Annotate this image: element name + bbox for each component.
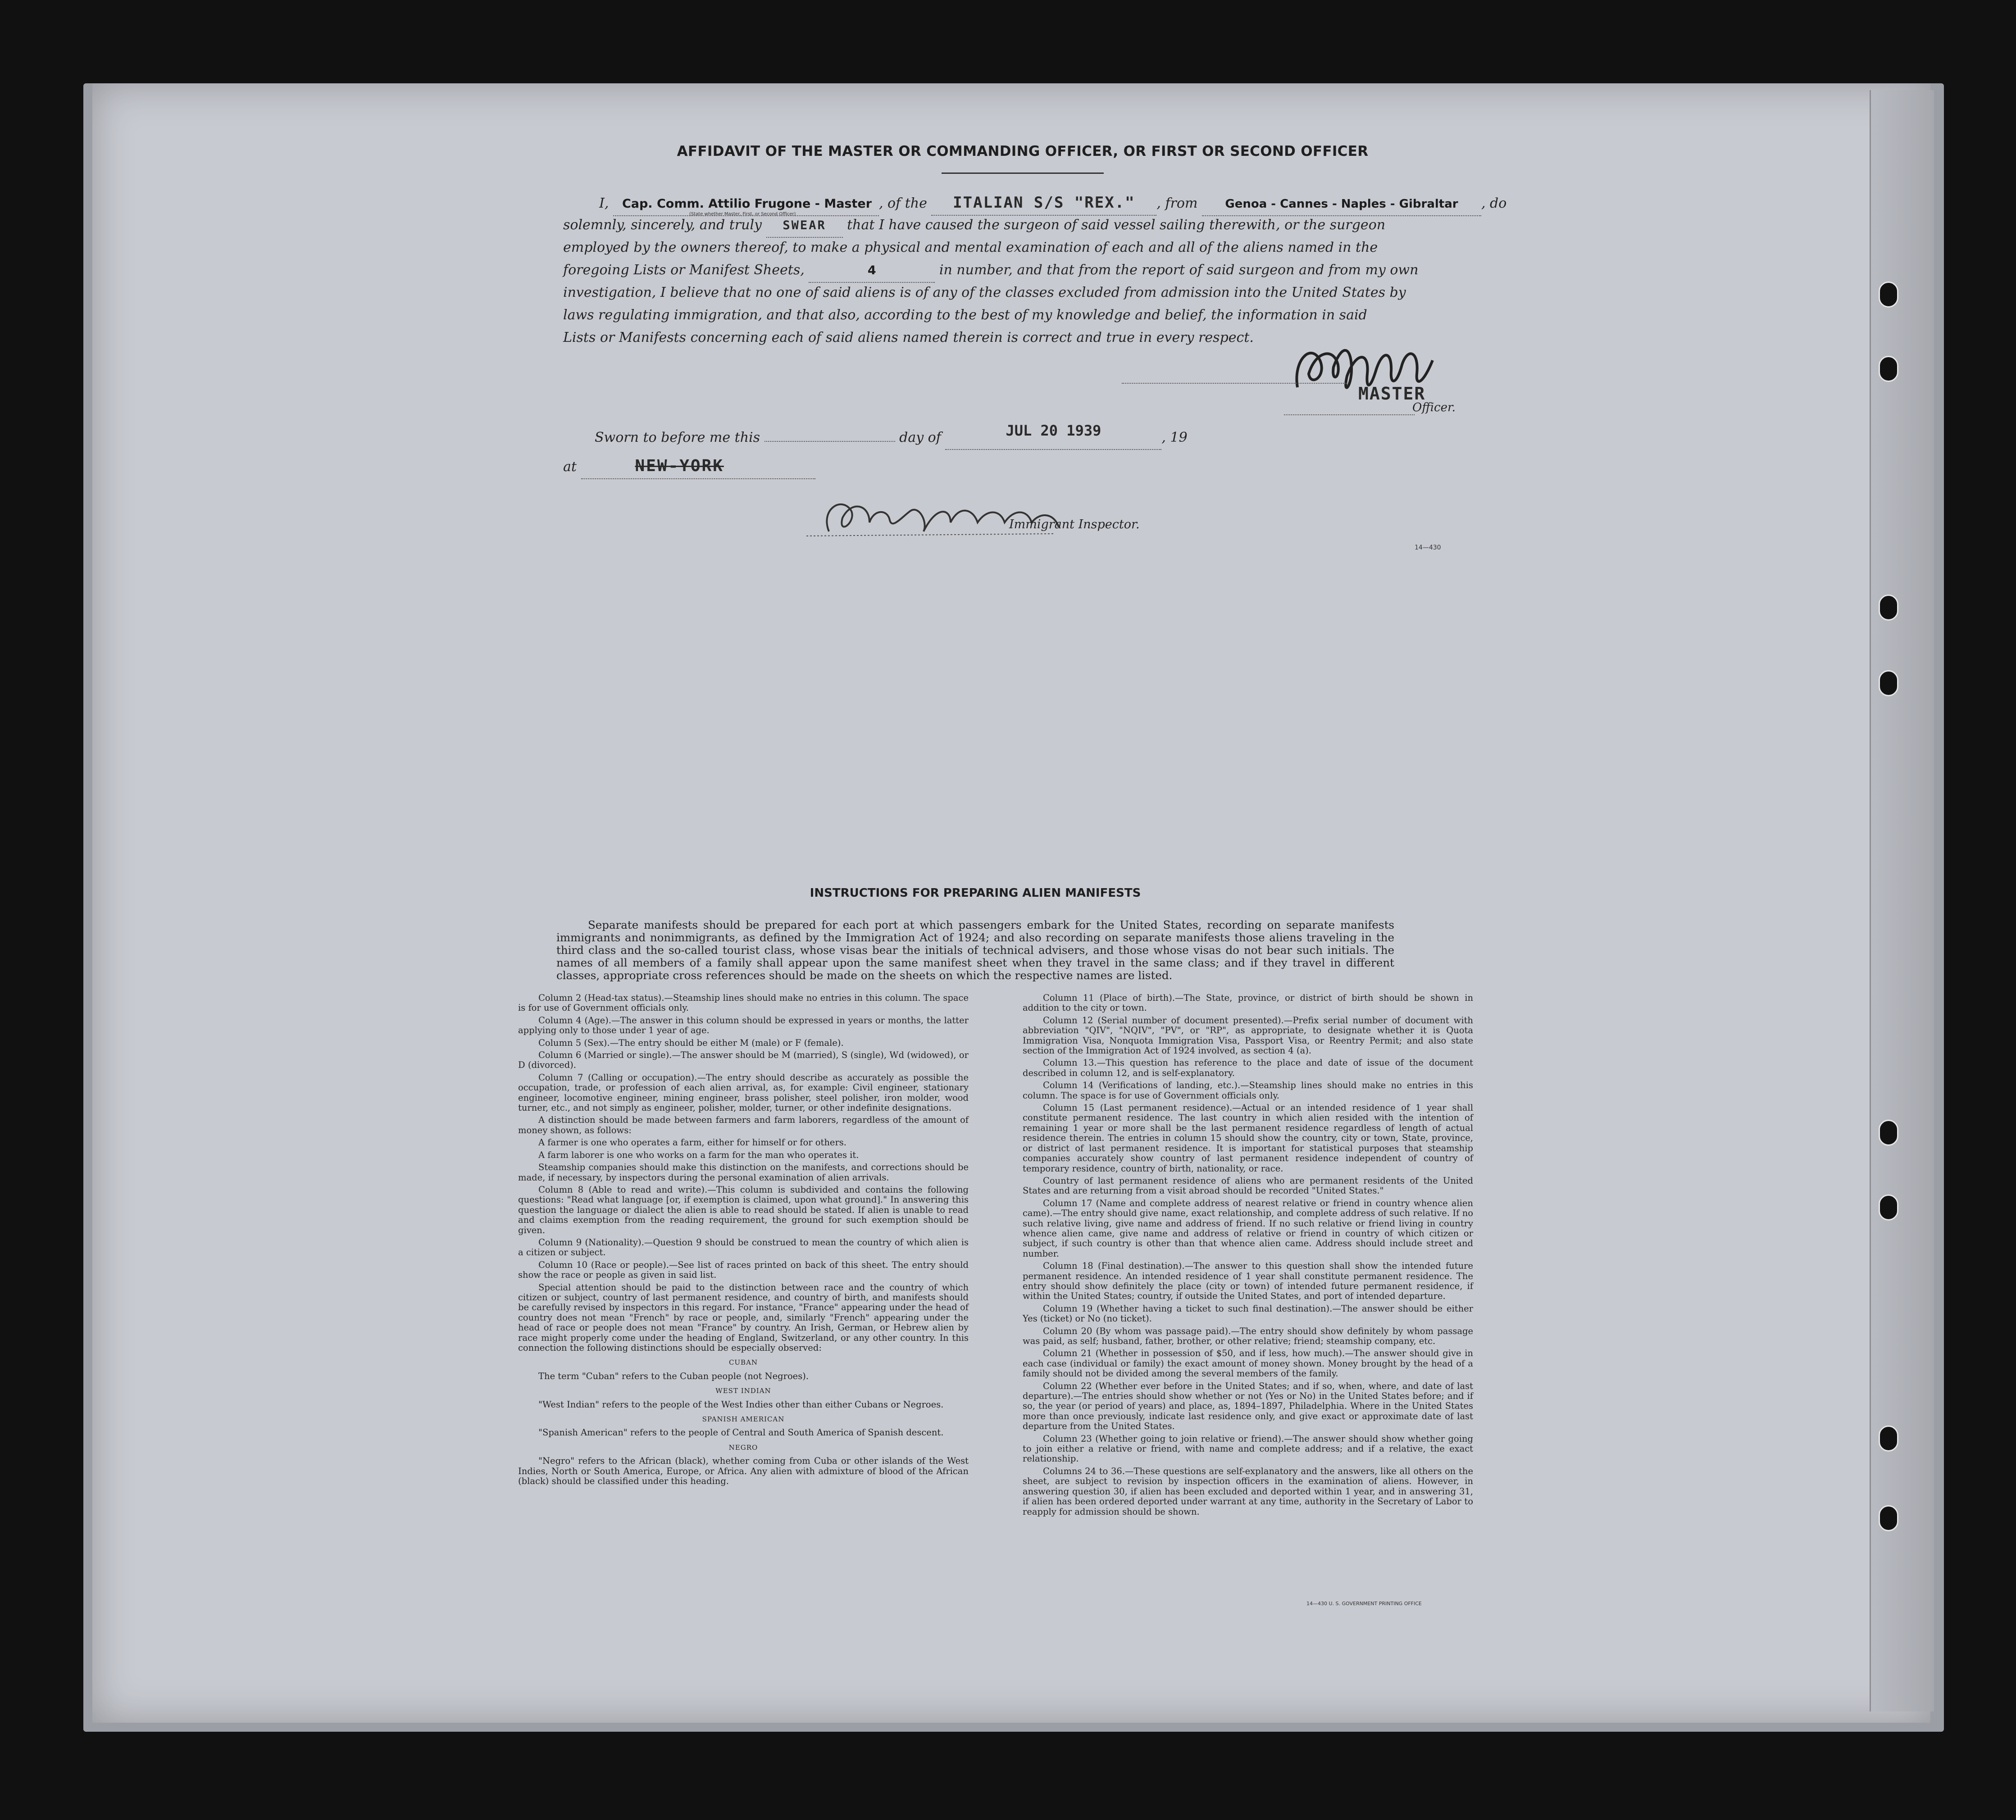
- punch-hole-4: [1879, 670, 1898, 696]
- sheet-edge: [1870, 90, 1934, 1711]
- instruction-paragraph: Column 19 (Whether having a ticket to such final destination).—The answer should be either Yes (ticket) or No (no ticket).: [1023, 1303, 1473, 1324]
- instruction-paragraph: Column 8 (Able to read and write).—This column is subdivided and contains the following questions: "Read what language [or, if exemption is claimed, upon what ground]." In answering this question the language or dialect the alien is able to read should be stated. If alien is unable to read and claims exemption from the reading requirement, the ground for such exemption should be given.: [518, 1184, 969, 1235]
- spanish-american-definition: "Spanish American" refers to the people of Central and South America of Spanish descent.: [538, 1427, 944, 1438]
- sworn-place-line: at NEW-YORK: [563, 455, 815, 479]
- instruction-paragraph: Country of last permanent residence of aliens who are permanent residents of the United States and are returning from a visit abroad should be recorded "United States.": [1023, 1175, 1473, 1196]
- instruction-paragraph: Column 20 (By whom was passage paid).—The entry should show definitely by whom passage was paid, as self; husband, father, brother, or other relative; friend; steamship company, etc.: [1023, 1325, 1473, 1346]
- inspector-label: Immigrant Inspector.: [1009, 517, 1140, 531]
- instruction-paragraph: Column 7 (Calling or occupation).—The entry should describe as accurately as possible the occupation, trade, or profession of each alien arrival, as, for example: Civil engineer, stationary engineer, locomotive engineer, mining engineer, brass polisher, steel polisher, iron molder, wood turner, etc., and not simply as engineer, polisher, molder, turner, or other indefinite designations.: [518, 1072, 969, 1113]
- subheading-west-indian: WEST INDIAN: [715, 1387, 771, 1395]
- punch-hole-7: [1879, 1425, 1898, 1452]
- place-stamp: NEW-YORK: [635, 457, 724, 475]
- instruction-paragraph: Column 10 (Race or people).—See list of races printed on back of this sheet. The entry should show the race or people as given in said list.: [518, 1259, 969, 1280]
- punch-hole-3: [1879, 595, 1898, 621]
- west-indian-definition: "West Indian" refers to the people of the West Indies other than either Cubans or Negroes.: [538, 1399, 944, 1410]
- officer-note: (State whether Master, First, or Second Officer): [689, 212, 796, 217]
- instruction-paragraph: Column 21 (Whether in possession of $50, and if less, how much).—The answer should give in each case (individual or family) the exact amount of money shown. Money brought by the head of a family should not be divided among the several members of the family.: [1023, 1348, 1473, 1379]
- subheading-cuban: CUBAN: [728, 1358, 758, 1367]
- affidavit-line-2: solemnly, sincerely, and truly SWEAR that I have caused the surgeon of said vessel sailing therewith, or the surgeon: [563, 214, 1385, 238]
- printing-office-footer: 14—430 U. S. GOVERNMENT PRINTING OFFICE: [1306, 1601, 1422, 1607]
- swear-stamp: SWEAR: [783, 218, 826, 232]
- title-rule: [942, 172, 1104, 174]
- negro-definition: "Negro" refers to the African (black), whether coming from Cuba or other islands of the West Indies, North or South America, Europe, or Africa. Any alien with admixture of blood of the African (black) should be classified under this heading.: [518, 1456, 969, 1487]
- instruction-paragraph: Column 6 (Married or single).—The answer should be M (married), S (single), Wd (widowed), or D (divorced).: [518, 1050, 969, 1071]
- affidavit-title: AFFIDAVIT OF THE MASTER OR COMMANDING OFFICER, OR FIRST OR SECOND OFFICER: [677, 143, 1369, 159]
- instruction-paragraph: Column 9 (Nationality).—Question 9 should be construed to mean the country of which alien is a citizen or subject.: [518, 1237, 969, 1258]
- officer-name: Cap. Comm. Attilio Frugone - Master: [622, 197, 872, 211]
- subheading-negro: NEGRO: [728, 1443, 758, 1452]
- instruction-paragraph: Steamship companies should make this distinction on the manifests, and corrections should be made, if necessary, by inspectors during the personal examination of alien arrivals.: [518, 1162, 969, 1183]
- instructions-title: INSTRUCTIONS FOR PREPARING ALIEN MANIFESTS: [810, 886, 1141, 900]
- affidavit-line-6: laws regulating immigration, and that also, according to the best of my knowledge and belief, the information in said: [563, 307, 1367, 323]
- sheet-count: 4: [867, 263, 876, 277]
- instruction-paragraph: Column 2 (Head-tax status).—Steamship lines should make no entries in this column. The space is for use of Government officials only.: [518, 993, 969, 1013]
- instruction-paragraph: Column 5 (Sex).—The entry should be either M (male) or F (female).: [538, 1037, 844, 1048]
- subheading-spanish-american: SPANISH AMERICAN: [702, 1415, 785, 1424]
- officer-suffix: Officer.: [1412, 401, 1456, 414]
- instruction-paragraph: A farmer is one who operates a farm, either for himself or for others.: [538, 1137, 846, 1148]
- form-number: 14—430: [1415, 544, 1441, 551]
- affidavit-line-1: I, Cap. Comm. Attilio Frugone - Master , of the ITALIAN S/S "REX." , from Genoa - Cannes - Naples - Gibraltar , do: [599, 191, 1506, 216]
- instruction-paragraph: Column 12 (Serial number of document presented).—Prefix serial number of document with abbreviation "QIV", "NQIV", "PV", or "RP", as appropriate, to designate whether it is Quota Immigration Visa, Nonquota Immigration Visa, Passport Visa, or Reentry Permit; and also state section of the Immigration Act of 1924 involved, as section 4 (a).: [1023, 1015, 1473, 1056]
- master-stamp: MASTER: [1358, 384, 1426, 404]
- instruction-paragraph: Column 11 (Place of birth).—The State, province, or district of birth should be shown in addition to the city or town.: [1023, 993, 1473, 1013]
- instruction-paragraph: Column 18 (Final destination).—The answer to this question shall show the intended future permanent residence. An intended residence of 1 year shall constitute permanent residence. The entry should show definitely the place (city or town) of intended future permanent residence, if within the United States; country, if outside the United States, and port of intended departure.: [1023, 1261, 1473, 1302]
- punch-hole-8: [1879, 1505, 1898, 1531]
- ship-name: ITALIAN S/S "REX.": [953, 194, 1135, 212]
- instruction-paragraph: Column 22 (Whether ever before in the United States; and if so, when, where, and date of last departure).—The entries should show whether or not (Yes or No) in the United States before; and if so, the year (or period of years) and place, as, 1894–1897, Philadelphia. Where in the United States more than once previously, indicate last residence only, and give exact or approximate date of last departure from the United States.: [1023, 1380, 1473, 1432]
- ports: Genoa - Cannes - Naples - Gibraltar: [1225, 197, 1458, 211]
- instructions-left-column: [518, 993, 969, 1489]
- instruction-paragraph: Column 14 (Verifications of landing, etc.).—Steamship lines should make no entries in this column. The space is for use of Government officials only.: [1023, 1080, 1473, 1101]
- cuban-definition: The term "Cuban" refers to the Cuban people (not Negroes).: [538, 1371, 809, 1381]
- instruction-paragraph: Column 23 (Whether going to join relative or friend).—The answer should show whether going to join either a relative or friend, with name and complete address; and if a relative, the exact relationship.: [1023, 1433, 1473, 1464]
- punch-hole-6: [1879, 1194, 1898, 1221]
- instruction-paragraph: A farm laborer is one who works on a farm for the man who operates it.: [538, 1149, 859, 1160]
- officer-title-line: [1284, 414, 1415, 415]
- affidavit-line-3: employed by the owners thereof, to make a physical and mental examination of each and all of the aliens named in the: [563, 240, 1378, 255]
- punch-hole-2: [1879, 356, 1898, 382]
- date-stamp: JUL 20 1939: [1006, 422, 1101, 439]
- instructions-intro: Separate manifests should be prepared for each port at which passengers embark for the United States, recording on separate manifests immigrants and nonimmigrants, as defined by the Immigration Act of 1924; and also recording on separate manifests those aliens traveling in the third class and the so-called tourist class, whose visas bear the initials of technical advisers, and those whose visas do not bear such initials. The names of all members of a family shall appear upon the same manifest sheet when they travel in the same class; and if they travel in different classes, appropriate cross references should be made on the sheets on which the respective names are listed.: [556, 918, 1394, 982]
- instruction-paragraph: Column 15 (Last permanent residence).—Actual or an intended residence of 1 year shall constitute permanent residence. The last country in which alien resided with the intention of remaining 1 year or more shall be the last permanent residence regardless of length of actual residence therein. The entries in column 15 should show the country, city or town, State, province, or district of last permanent residence. It is important for statistical purposes that steamship companies accurately show country of last permanent residence independent of country of temporary residence, country of birth, nationality, or race.: [1023, 1103, 1473, 1174]
- punch-hole-5: [1879, 1120, 1898, 1146]
- affidavit-line-7: Lists or Manifests concerning each of said aliens named therein is correct and true in every respect.: [563, 330, 1254, 345]
- instruction-paragraph: Special attention should be paid to the distinction between race and the country of which citizen or subject, country of last permanent residence, and country of birth, and manifests should be carefully revised by inspectors in this regard. For instance, "France" appearing under the head of country does not mean "French" by race or people, and, similarly "French" appearing under the head of race or people does not mean "France" by country. An Irish, German, or Hebrew alien by race might properly come under the heading of England, Switzerland, or any other country. In this connection the following distinctions should be especially observed:: [518, 1282, 969, 1353]
- affidavit-line-5: investigation, I believe that no one of said aliens is of any of the classes excluded from admission into the United States by: [563, 285, 1406, 300]
- instruction-paragraph: Column 4 (Age).—The answer in this column should be expressed in years or months, the latter applying only to those under 1 year of age.: [518, 1015, 969, 1036]
- instructions-right-column: [1023, 993, 1473, 1519]
- master-signature-line: [1122, 383, 1347, 384]
- affidavit-line-4: foregoing Lists or Manifest Sheets, 4 in number, and that from the report of said surgeon and from my own: [563, 259, 1418, 283]
- instruction-paragraph: Column 13.—This question has reference to the place and date of issue of the document described in column 12, and is self-explanatory.: [1023, 1058, 1473, 1078]
- instruction-paragraph: Column 17 (Name and complete address of nearest relative or friend in country whence alien came).—The entry should give name, exact relationship, and complete address of such relative. If no such relative living, give name and address of friend. If no such relative or friend living in country whence alien came, give name and address of relative or friend in country of which citizen or subject, if such country is other than that whence alien came. Address should include street and number.: [1023, 1198, 1473, 1259]
- instruction-paragraph: A distinction should be made between farmers and farm laborers, regardless of the amount of money shown, as follows:: [518, 1115, 969, 1135]
- instruction-paragraph: Columns 24 to 36.—These questions are self-explanatory and the answers, like all others on the sheet, are subject to revision by inspection officers in the examination of aliens. However, in answering question 30, if alien has been excluded and deported within 1 year, and in answering 31, if alien has been ordered deported under warrant at any time, authority in the Secretary of Labor to reapply for admission should be shown.: [1023, 1466, 1473, 1517]
- sworn-line: Sworn to before me this day of JUL 20 1939 , 19: [595, 426, 1188, 450]
- punch-hole-1: [1879, 281, 1898, 308]
